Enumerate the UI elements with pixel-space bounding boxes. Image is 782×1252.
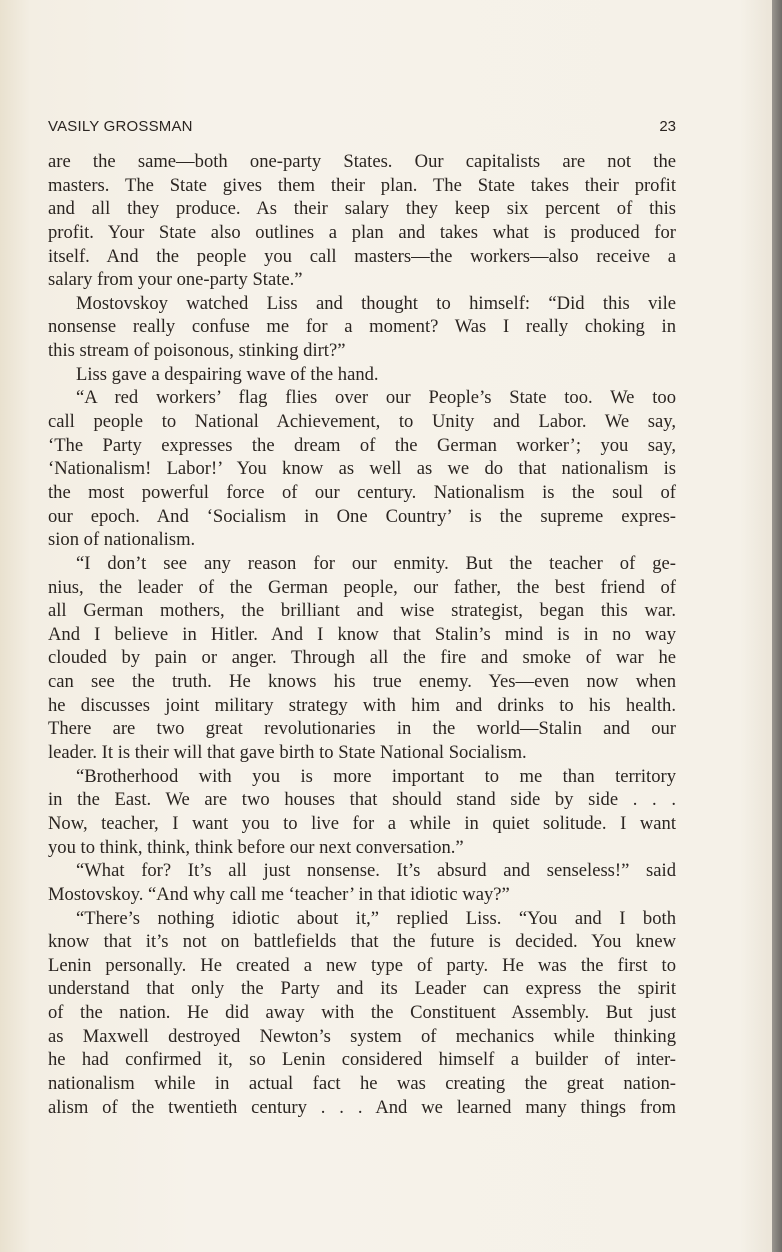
paragraph bbox=[48, 150, 676, 292]
text-line: he discusses joint military strategy with him and drinks to his health. bbox=[48, 694, 676, 716]
running-title: VASILY GROSSMAN bbox=[48, 118, 193, 135]
body-text bbox=[48, 150, 676, 1119]
text-line: salary from your one-party State.” bbox=[48, 269, 303, 291]
text-line: can see the truth. He knows his true enemy. Yes—even now when bbox=[48, 671, 676, 693]
paragraph bbox=[48, 907, 676, 1120]
text-line: of the nation. He did away with the Constituent Assembly. But just bbox=[48, 1002, 676, 1024]
text-line: “What for? It’s all just nonsense. It’s absurd and senseless!” said bbox=[76, 860, 676, 882]
text-line: as Maxwell destroyed Newton’s system of mechanics while thinking bbox=[48, 1025, 676, 1047]
text-line: sion of nationalism. bbox=[48, 529, 196, 551]
text-line: ‘The Party expresses the dream of the German worker’; you say, bbox=[48, 434, 676, 456]
text-line: profit. Your State also outlines a plan and takes what is produced for bbox=[48, 221, 676, 243]
text-line: you to think, think, think before our next conversation.” bbox=[48, 836, 464, 858]
paragraph bbox=[48, 386, 676, 551]
text-line: ‘Nationalism! Labor!’ You know as well as we do that nationalism is bbox=[48, 458, 676, 480]
text-line: he had confirmed it, so Lenin considered himself a builder of inter- bbox=[48, 1049, 676, 1071]
text-line: Now, teacher, I want you to live for a while in quiet solitude. I want bbox=[48, 812, 676, 834]
running-header bbox=[48, 118, 676, 140]
page-number: 23 bbox=[659, 118, 676, 135]
text-line: itself. And the people you call masters—the workers—also receive a bbox=[48, 245, 676, 267]
text-line: nationalism while in actual fact he was creating the great nation- bbox=[48, 1072, 676, 1094]
text-line: nonsense really confuse me for a moment? Was I really choking in bbox=[48, 316, 676, 338]
text-line: this stream of poisonous, stinking dirt?” bbox=[48, 340, 346, 362]
text-line: Liss gave a despairing wave of the hand. bbox=[76, 363, 379, 385]
text-line: understand that only the Party and its Leader can express the spirit bbox=[48, 978, 676, 1000]
text-line: “I don’t see any reason for our enmity. But the teacher of ge- bbox=[76, 552, 676, 574]
paragraph bbox=[48, 363, 676, 387]
text-line: “Brotherhood with you is more important to me than territory bbox=[76, 765, 676, 787]
text-line: There are two great revolutionaries in the world—Stalin and our bbox=[48, 718, 676, 740]
text-line: alism of the twentieth century . . . And we learned many things from bbox=[48, 1096, 676, 1118]
paragraph bbox=[48, 859, 676, 906]
text-line: “A red workers’ flag flies over our People’s State too. We too bbox=[76, 387, 676, 409]
text-line: all German mothers, the brilliant and wise strategist, began this war. bbox=[48, 600, 676, 622]
text-line: leader. It is their will that gave birth to State National Socialism. bbox=[48, 742, 527, 764]
page-edge bbox=[772, 0, 782, 1252]
paragraph bbox=[48, 292, 676, 363]
text-line: and all they produce. As their salary they keep six percent of this bbox=[48, 198, 676, 220]
text-line: the most powerful force of our century. Nationalism is the soul of bbox=[48, 481, 676, 503]
text-line: call people to National Achievement, to Unity and Labor. We say, bbox=[48, 411, 676, 433]
paragraph bbox=[48, 552, 676, 765]
text-line: nius, the leader of the German people, our father, the best friend of bbox=[48, 576, 676, 598]
text-line: Mostovskoy watched Liss and thought to himself: “Did this vile bbox=[76, 292, 676, 314]
text-line: “There’s nothing idiotic about it,” replied Liss. “You and I both bbox=[76, 907, 676, 929]
text-line: masters. The State gives them their plan. The State takes their profit bbox=[48, 174, 676, 196]
paragraph bbox=[48, 765, 676, 860]
text-line: know that it’s not on battlefields that the future is decided. You knew bbox=[48, 931, 676, 953]
text-line: Lenin personally. He created a new type of party. He was the first to bbox=[48, 954, 676, 976]
text-line: are the same—both one-party States. Our capitalists are not the bbox=[48, 151, 676, 172]
text-line: in the East. We are two houses that should stand side by side . . . bbox=[48, 789, 676, 811]
text-line: Mostovskoy. “And why call me ‘teacher’ in that idiotic way?” bbox=[48, 883, 510, 905]
text-line: our epoch. And ‘Socialism in One Country’ is the supreme expres- bbox=[48, 505, 676, 527]
text-line: clouded by pain or anger. Through all the fire and smoke of war he bbox=[48, 647, 676, 669]
text-line: And I believe in Hitler. And I know that Stalin’s mind is in no way bbox=[48, 623, 676, 645]
